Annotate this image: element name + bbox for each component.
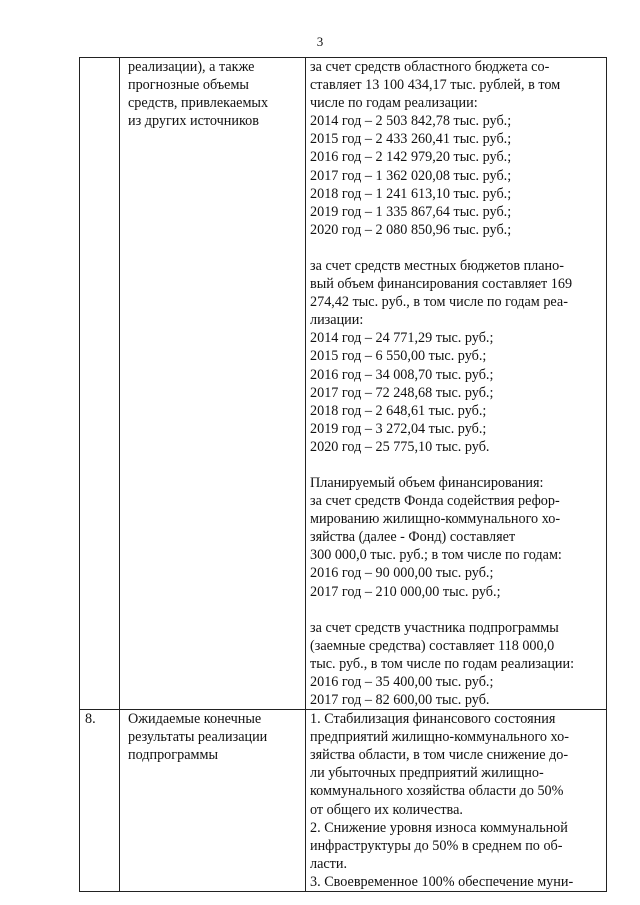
page-number: 3 [316, 34, 324, 49]
content-line: 2016 год – 35 400,00 тыс. руб.; [310, 673, 494, 690]
title-line: прогнозные объемы [128, 77, 249, 94]
content-line: мированию жилищно-коммунального хо- [310, 511, 561, 528]
content-line: числе по годам реализации: [310, 95, 478, 112]
content-line: зяйства (далее - Фонд) составляет [310, 529, 516, 546]
content-line: 2. Снижение уровня износа коммунальной [310, 819, 568, 836]
content-line: 2017 год – 72 248,68 тыс. руб.; [310, 384, 494, 401]
table-row-financing [80, 58, 607, 710]
row-content-cell [306, 58, 607, 710]
content-line: зяйства области, в том числе снижение до- [310, 747, 569, 764]
content-line: предприятий жилищно-коммунального хо- [310, 729, 569, 746]
title-line: результаты реализации [128, 729, 268, 746]
content-line: 2020 год – 2 080 850,96 тыс. руб.; [310, 221, 512, 238]
content-line: за счет средств областного бюджета со- [310, 59, 550, 75]
content-line: за счет средств местных бюджетов плано- [310, 257, 564, 274]
title-line: Ожидаемые конечные [128, 711, 262, 728]
content-line: ставляет 13 100 434,17 тыс. рублей, в том [310, 77, 561, 94]
content-line: 2018 год – 1 241 613,10 тыс. руб.; [310, 185, 512, 202]
title-line: реализации), а также [128, 59, 255, 75]
row-number-cell [80, 58, 120, 710]
title-line: из других источников [128, 113, 259, 130]
content-line: ласти. [310, 855, 348, 872]
content-line: 2016 год – 2 142 979,20 тыс. руб.; [310, 149, 512, 166]
content-line: 2019 год – 3 272,04 тыс. руб.; [310, 420, 487, 437]
row-content-cell [306, 710, 607, 892]
content-line: Планируемый объем финансирования: [310, 474, 544, 491]
content-line: (заемные средства) составляет 118 000,0 [310, 637, 555, 654]
row-title-cell [120, 58, 306, 710]
content-line: 2020 год – 25 775,10 тыс. руб. [310, 438, 490, 455]
content-line: ли убыточных предприятий жилищно- [310, 765, 544, 782]
title-line: подпрограммы [128, 747, 218, 764]
table-row-expected-results [80, 710, 607, 892]
content-line: коммунального хозяйства области до 50% [310, 783, 564, 800]
blank-line [310, 456, 606, 474]
row-title-cell [120, 710, 306, 892]
blank-line [310, 239, 606, 257]
content-line: 2017 год – 82 600,00 тыс. руб. [310, 692, 490, 708]
content-line: 2015 год – 6 550,00 тыс. руб.; [310, 348, 487, 365]
content-line: 2017 год – 1 362 020,08 тыс. руб.; [310, 167, 512, 184]
content-line: за счет средств Фонда содействия рефор- [310, 493, 560, 510]
content-line: 2015 год – 2 433 260,41 тыс. руб.; [310, 131, 512, 148]
content-line: за счет средств участника подпрограммы [310, 619, 559, 636]
content-line: тыс. руб., в том числе по годам реализации: [310, 655, 575, 672]
content-line: 2017 год – 210 000,00 тыс. руб.; [310, 583, 501, 600]
content-line: 2014 год – 2 503 842,78 тыс. руб.; [310, 113, 512, 130]
content-line: лизации: [310, 312, 364, 329]
row-number-cell: 8. [80, 710, 120, 892]
content-line: 300 000,0 тыс. руб.; в том числе по годам: [310, 547, 562, 564]
content-line: вый объем финансирования составляет 169 [310, 276, 573, 293]
content-line: 2019 год – 1 335 867,64 тыс. руб.; [310, 203, 512, 220]
content-line: 2016 год – 90 000,00 тыс. руб.; [310, 565, 494, 582]
content-line: 1. Стабилизация финансового состояния [310, 711, 556, 728]
content-line: 2014 год – 24 771,29 тыс. руб.; [310, 330, 494, 347]
content-line: 2018 год – 2 648,61 тыс. руб.; [310, 402, 487, 419]
content-line: 2016 год – 34 008,70 тыс. руб.; [310, 366, 494, 383]
blank-line [310, 601, 606, 619]
content-line: от общего их количества. [310, 801, 463, 818]
program-table [79, 57, 607, 892]
content-line: 274,42 тыс. руб., в том числе по годам реа- [310, 294, 568, 311]
content-line: 3. Своевременное 100% обеспечение муни- [310, 873, 574, 890]
content-line: инфраструктуры до 50% в среднем по об- [310, 837, 563, 854]
title-line: средств, привлекаемых [128, 95, 269, 112]
